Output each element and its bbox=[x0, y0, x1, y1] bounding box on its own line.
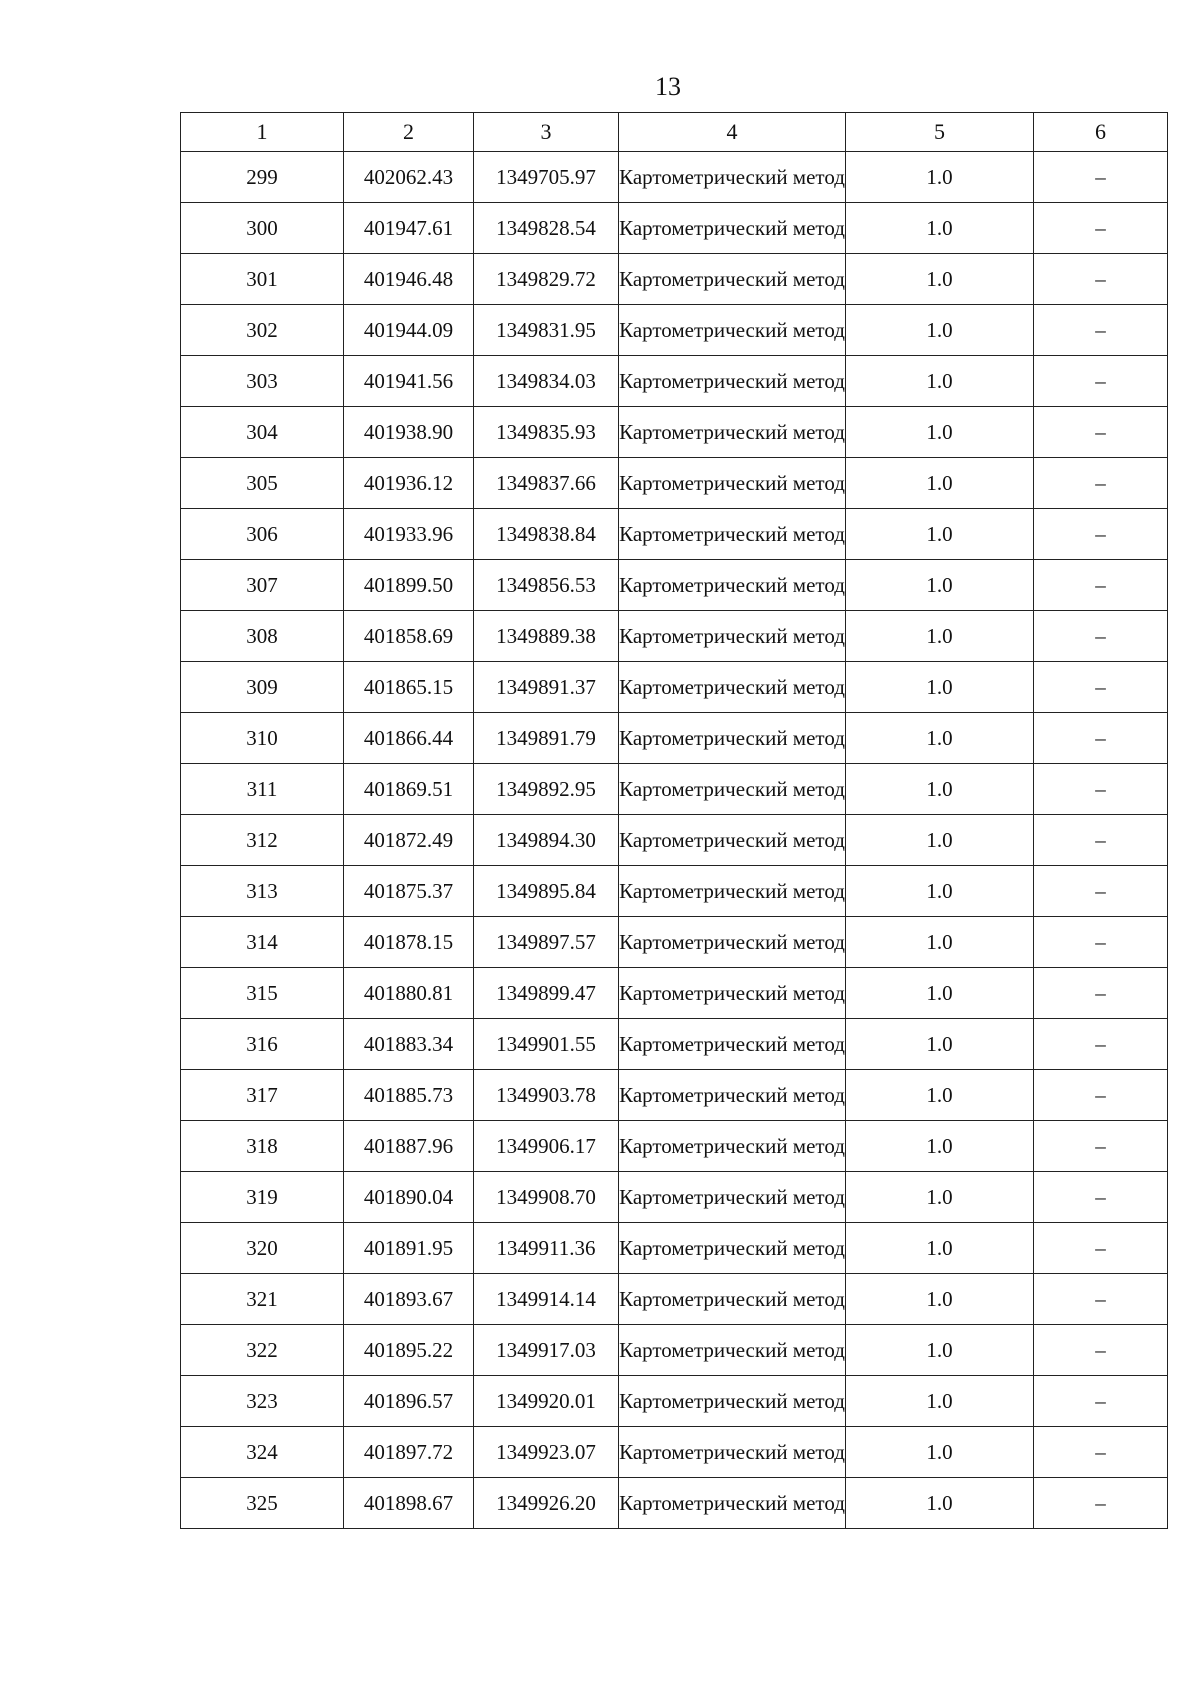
x-coordinate-cell: 401896.57 bbox=[344, 1376, 474, 1427]
accuracy-cell: 1.0 bbox=[846, 203, 1034, 254]
y-coordinate-cell: 1349891.79 bbox=[474, 713, 619, 764]
table-row bbox=[181, 1070, 1168, 1121]
method-cell: Картометрический метод bbox=[619, 560, 846, 611]
x-coordinate-cell: 401936.12 bbox=[344, 458, 474, 509]
x-coordinate-cell: 401891.95 bbox=[344, 1223, 474, 1274]
note-cell: – bbox=[1034, 1172, 1168, 1223]
note-cell: – bbox=[1034, 968, 1168, 1019]
table-row bbox=[181, 1325, 1168, 1376]
x-coordinate-cell: 401938.90 bbox=[344, 407, 474, 458]
accuracy-cell: 1.0 bbox=[846, 254, 1034, 305]
y-coordinate-cell: 1349903.78 bbox=[474, 1070, 619, 1121]
point-number-cell: 300 bbox=[181, 203, 344, 254]
note-cell: – bbox=[1034, 917, 1168, 968]
note-cell: – bbox=[1034, 305, 1168, 356]
accuracy-cell: 1.0 bbox=[846, 1325, 1034, 1376]
point-number-cell: 319 bbox=[181, 1172, 344, 1223]
table-body bbox=[181, 152, 1168, 1529]
coordinates-table bbox=[180, 112, 1168, 1529]
point-number-cell: 325 bbox=[181, 1478, 344, 1529]
y-coordinate-cell: 1349831.95 bbox=[474, 305, 619, 356]
note-cell: – bbox=[1034, 1070, 1168, 1121]
y-coordinate-cell: 1349926.20 bbox=[474, 1478, 619, 1529]
table-row bbox=[181, 815, 1168, 866]
accuracy-cell: 1.0 bbox=[846, 611, 1034, 662]
y-coordinate-cell: 1349895.84 bbox=[474, 866, 619, 917]
point-number-cell: 305 bbox=[181, 458, 344, 509]
x-coordinate-cell: 401944.09 bbox=[344, 305, 474, 356]
table-row bbox=[181, 254, 1168, 305]
method-cell: Картометрический метод bbox=[619, 1427, 846, 1478]
method-cell: Картометрический метод bbox=[619, 305, 846, 356]
x-coordinate-cell: 401946.48 bbox=[344, 254, 474, 305]
column-header-1: 1 bbox=[181, 113, 344, 152]
note-cell: – bbox=[1034, 764, 1168, 815]
table-row bbox=[181, 560, 1168, 611]
y-coordinate-cell: 1349892.95 bbox=[474, 764, 619, 815]
note-cell: – bbox=[1034, 1121, 1168, 1172]
table-row bbox=[181, 356, 1168, 407]
x-coordinate-cell: 401883.34 bbox=[344, 1019, 474, 1070]
y-coordinate-cell: 1349911.36 bbox=[474, 1223, 619, 1274]
method-cell: Картометрический метод bbox=[619, 1274, 846, 1325]
point-number-cell: 320 bbox=[181, 1223, 344, 1274]
point-number-cell: 315 bbox=[181, 968, 344, 1019]
point-number-cell: 317 bbox=[181, 1070, 344, 1121]
x-coordinate-cell: 401898.67 bbox=[344, 1478, 474, 1529]
note-cell: – bbox=[1034, 1223, 1168, 1274]
table-row bbox=[181, 1376, 1168, 1427]
accuracy-cell: 1.0 bbox=[846, 1427, 1034, 1478]
point-number-cell: 307 bbox=[181, 560, 344, 611]
table-row bbox=[181, 1478, 1168, 1529]
y-coordinate-cell: 1349838.84 bbox=[474, 509, 619, 560]
accuracy-cell: 1.0 bbox=[846, 1274, 1034, 1325]
table-row bbox=[181, 662, 1168, 713]
y-coordinate-cell: 1349908.70 bbox=[474, 1172, 619, 1223]
x-coordinate-cell: 401887.96 bbox=[344, 1121, 474, 1172]
method-cell: Картометрический метод bbox=[619, 1325, 846, 1376]
table-row bbox=[181, 713, 1168, 764]
column-header-5: 5 bbox=[846, 113, 1034, 152]
y-coordinate-cell: 1349889.38 bbox=[474, 611, 619, 662]
note-cell: – bbox=[1034, 407, 1168, 458]
y-coordinate-cell: 1349835.93 bbox=[474, 407, 619, 458]
point-number-cell: 314 bbox=[181, 917, 344, 968]
method-cell: Картометрический метод bbox=[619, 1376, 846, 1427]
table-row bbox=[181, 1427, 1168, 1478]
point-number-cell: 318 bbox=[181, 1121, 344, 1172]
point-number-cell: 322 bbox=[181, 1325, 344, 1376]
x-coordinate-cell: 401880.81 bbox=[344, 968, 474, 1019]
column-header-2: 2 bbox=[344, 113, 474, 152]
accuracy-cell: 1.0 bbox=[846, 1121, 1034, 1172]
x-coordinate-cell: 401947.61 bbox=[344, 203, 474, 254]
point-number-cell: 310 bbox=[181, 713, 344, 764]
accuracy-cell: 1.0 bbox=[846, 356, 1034, 407]
point-number-cell: 308 bbox=[181, 611, 344, 662]
x-coordinate-cell: 401890.04 bbox=[344, 1172, 474, 1223]
column-header-3: 3 bbox=[474, 113, 619, 152]
note-cell: – bbox=[1034, 254, 1168, 305]
accuracy-cell: 1.0 bbox=[846, 713, 1034, 764]
accuracy-cell: 1.0 bbox=[846, 305, 1034, 356]
note-cell: – bbox=[1034, 662, 1168, 713]
point-number-cell: 299 bbox=[181, 152, 344, 203]
y-coordinate-cell: 1349894.30 bbox=[474, 815, 619, 866]
y-coordinate-cell: 1349901.55 bbox=[474, 1019, 619, 1070]
method-cell: Картометрический метод bbox=[619, 152, 846, 203]
note-cell: – bbox=[1034, 611, 1168, 662]
y-coordinate-cell: 1349891.37 bbox=[474, 662, 619, 713]
note-cell: – bbox=[1034, 815, 1168, 866]
point-number-cell: 302 bbox=[181, 305, 344, 356]
table-row bbox=[181, 917, 1168, 968]
y-coordinate-cell: 1349906.17 bbox=[474, 1121, 619, 1172]
accuracy-cell: 1.0 bbox=[846, 866, 1034, 917]
table-row bbox=[181, 1223, 1168, 1274]
accuracy-cell: 1.0 bbox=[846, 1478, 1034, 1529]
table-row bbox=[181, 203, 1168, 254]
point-number-cell: 311 bbox=[181, 764, 344, 815]
x-coordinate-cell: 401893.67 bbox=[344, 1274, 474, 1325]
note-cell: – bbox=[1034, 152, 1168, 203]
note-cell: – bbox=[1034, 1019, 1168, 1070]
x-coordinate-cell: 401875.37 bbox=[344, 866, 474, 917]
accuracy-cell: 1.0 bbox=[846, 1070, 1034, 1121]
y-coordinate-cell: 1349917.03 bbox=[474, 1325, 619, 1376]
accuracy-cell: 1.0 bbox=[846, 1019, 1034, 1070]
method-cell: Картометрический метод bbox=[619, 1478, 846, 1529]
note-cell: – bbox=[1034, 458, 1168, 509]
note-cell: – bbox=[1034, 509, 1168, 560]
method-cell: Картометрический метод bbox=[619, 611, 846, 662]
method-cell: Картометрический метод bbox=[619, 968, 846, 1019]
accuracy-cell: 1.0 bbox=[846, 662, 1034, 713]
accuracy-cell: 1.0 bbox=[846, 968, 1034, 1019]
note-cell: – bbox=[1034, 560, 1168, 611]
x-coordinate-cell: 401897.72 bbox=[344, 1427, 474, 1478]
header-row bbox=[181, 113, 1168, 152]
table-row bbox=[181, 611, 1168, 662]
y-coordinate-cell: 1349899.47 bbox=[474, 968, 619, 1019]
x-coordinate-cell: 401866.44 bbox=[344, 713, 474, 764]
accuracy-cell: 1.0 bbox=[846, 1223, 1034, 1274]
method-cell: Картометрический метод bbox=[619, 917, 846, 968]
y-coordinate-cell: 1349923.07 bbox=[474, 1427, 619, 1478]
table-row bbox=[181, 764, 1168, 815]
y-coordinate-cell: 1349897.57 bbox=[474, 917, 619, 968]
table-row bbox=[181, 1172, 1168, 1223]
method-cell: Картометрический метод bbox=[619, 254, 846, 305]
method-cell: Картометрический метод bbox=[619, 764, 846, 815]
x-coordinate-cell: 402062.43 bbox=[344, 152, 474, 203]
point-number-cell: 309 bbox=[181, 662, 344, 713]
method-cell: Картометрический метод bbox=[619, 815, 846, 866]
note-cell: – bbox=[1034, 713, 1168, 764]
note-cell: – bbox=[1034, 1274, 1168, 1325]
method-cell: Картометрический метод bbox=[619, 1070, 846, 1121]
accuracy-cell: 1.0 bbox=[846, 458, 1034, 509]
method-cell: Картометрический метод bbox=[619, 662, 846, 713]
method-cell: Картометрический метод bbox=[619, 356, 846, 407]
accuracy-cell: 1.0 bbox=[846, 560, 1034, 611]
y-coordinate-cell: 1349914.14 bbox=[474, 1274, 619, 1325]
method-cell: Картометрический метод bbox=[619, 509, 846, 560]
y-coordinate-cell: 1349920.01 bbox=[474, 1376, 619, 1427]
x-coordinate-cell: 401933.96 bbox=[344, 509, 474, 560]
table-row bbox=[181, 407, 1168, 458]
point-number-cell: 312 bbox=[181, 815, 344, 866]
column-header-4: 4 bbox=[619, 113, 846, 152]
table-row bbox=[181, 458, 1168, 509]
y-coordinate-cell: 1349828.54 bbox=[474, 203, 619, 254]
x-coordinate-cell: 401878.15 bbox=[344, 917, 474, 968]
method-cell: Картометрический метод bbox=[619, 1019, 846, 1070]
x-coordinate-cell: 401899.50 bbox=[344, 560, 474, 611]
x-coordinate-cell: 401895.22 bbox=[344, 1325, 474, 1376]
method-cell: Картометрический метод bbox=[619, 1172, 846, 1223]
note-cell: – bbox=[1034, 1427, 1168, 1478]
x-coordinate-cell: 401941.56 bbox=[344, 356, 474, 407]
x-coordinate-cell: 401858.69 bbox=[344, 611, 474, 662]
x-coordinate-cell: 401885.73 bbox=[344, 1070, 474, 1121]
method-cell: Картометрический метод bbox=[619, 713, 846, 764]
point-number-cell: 303 bbox=[181, 356, 344, 407]
table-row bbox=[181, 1274, 1168, 1325]
x-coordinate-cell: 401865.15 bbox=[344, 662, 474, 713]
table-row bbox=[181, 1019, 1168, 1070]
point-number-cell: 324 bbox=[181, 1427, 344, 1478]
y-coordinate-cell: 1349856.53 bbox=[474, 560, 619, 611]
y-coordinate-cell: 1349829.72 bbox=[474, 254, 619, 305]
method-cell: Картометрический метод bbox=[619, 458, 846, 509]
table-header bbox=[181, 113, 1168, 152]
note-cell: – bbox=[1034, 1325, 1168, 1376]
method-cell: Картометрический метод bbox=[619, 866, 846, 917]
accuracy-cell: 1.0 bbox=[846, 764, 1034, 815]
accuracy-cell: 1.0 bbox=[846, 407, 1034, 458]
note-cell: – bbox=[1034, 356, 1168, 407]
y-coordinate-cell: 1349705.97 bbox=[474, 152, 619, 203]
point-number-cell: 321 bbox=[181, 1274, 344, 1325]
x-coordinate-cell: 401869.51 bbox=[344, 764, 474, 815]
column-header-6: 6 bbox=[1034, 113, 1168, 152]
table-row bbox=[181, 509, 1168, 560]
point-number-cell: 313 bbox=[181, 866, 344, 917]
point-number-cell: 323 bbox=[181, 1376, 344, 1427]
page-number: 13 bbox=[655, 72, 681, 101]
x-coordinate-cell: 401872.49 bbox=[344, 815, 474, 866]
point-number-cell: 301 bbox=[181, 254, 344, 305]
method-cell: Картометрический метод bbox=[619, 407, 846, 458]
table-row bbox=[181, 305, 1168, 356]
table-row bbox=[181, 152, 1168, 203]
method-cell: Картометрический метод bbox=[619, 1121, 846, 1172]
table-row bbox=[181, 1121, 1168, 1172]
point-number-cell: 316 bbox=[181, 1019, 344, 1070]
y-coordinate-cell: 1349837.66 bbox=[474, 458, 619, 509]
accuracy-cell: 1.0 bbox=[846, 1376, 1034, 1427]
accuracy-cell: 1.0 bbox=[846, 1172, 1034, 1223]
note-cell: – bbox=[1034, 1478, 1168, 1529]
table-row bbox=[181, 968, 1168, 1019]
accuracy-cell: 1.0 bbox=[846, 509, 1034, 560]
note-cell: – bbox=[1034, 866, 1168, 917]
point-number-cell: 304 bbox=[181, 407, 344, 458]
note-cell: – bbox=[1034, 203, 1168, 254]
accuracy-cell: 1.0 bbox=[846, 152, 1034, 203]
y-coordinate-cell: 1349834.03 bbox=[474, 356, 619, 407]
table-row bbox=[181, 866, 1168, 917]
note-cell: – bbox=[1034, 1376, 1168, 1427]
point-number-cell: 306 bbox=[181, 509, 344, 560]
accuracy-cell: 1.0 bbox=[846, 815, 1034, 866]
method-cell: Картометрический метод bbox=[619, 203, 846, 254]
accuracy-cell: 1.0 bbox=[846, 917, 1034, 968]
method-cell: Картометрический метод bbox=[619, 1223, 846, 1274]
